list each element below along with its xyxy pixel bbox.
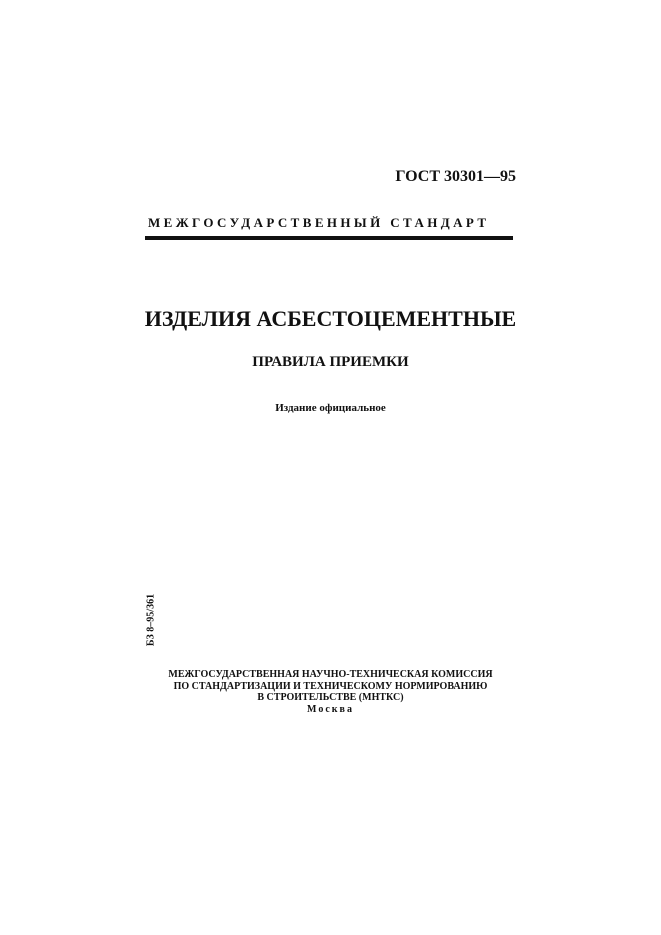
document-subtitle: ПРАВИЛА ПРИЕМКИ: [252, 354, 409, 370]
publisher-line-3: В СТРОИТЕЛЬСТВЕ (МНТКС): [257, 692, 404, 703]
header-rule: [145, 236, 513, 240]
publisher-block: [0, 669, 661, 715]
standard-type-heading: МЕЖГОСУДАРСТВЕННЫЙ СТАНДАРТ: [148, 215, 490, 230]
document-title: ИЗДЕЛИЯ АСБЕСТОЦЕМЕНТНЫЕ: [144, 306, 517, 331]
publisher-city: Москва: [307, 703, 354, 715]
edition-label: Издание официальное: [275, 402, 386, 414]
publisher-line-2: ПО СТАНДАРТИЗАЦИИ И ТЕХНИЧЕСКОМУ НОРМИРОВАНИЮ: [173, 680, 488, 692]
publisher-line-1: МЕЖГОСУДАРСТВЕННАЯ НАУЧНО-ТЕХНИЧЕСКАЯ КОМИССИЯ: [168, 669, 493, 680]
gost-number: ГОСТ 30301—95: [395, 168, 516, 185]
side-code: БЗ 8–95/361: [145, 593, 157, 647]
